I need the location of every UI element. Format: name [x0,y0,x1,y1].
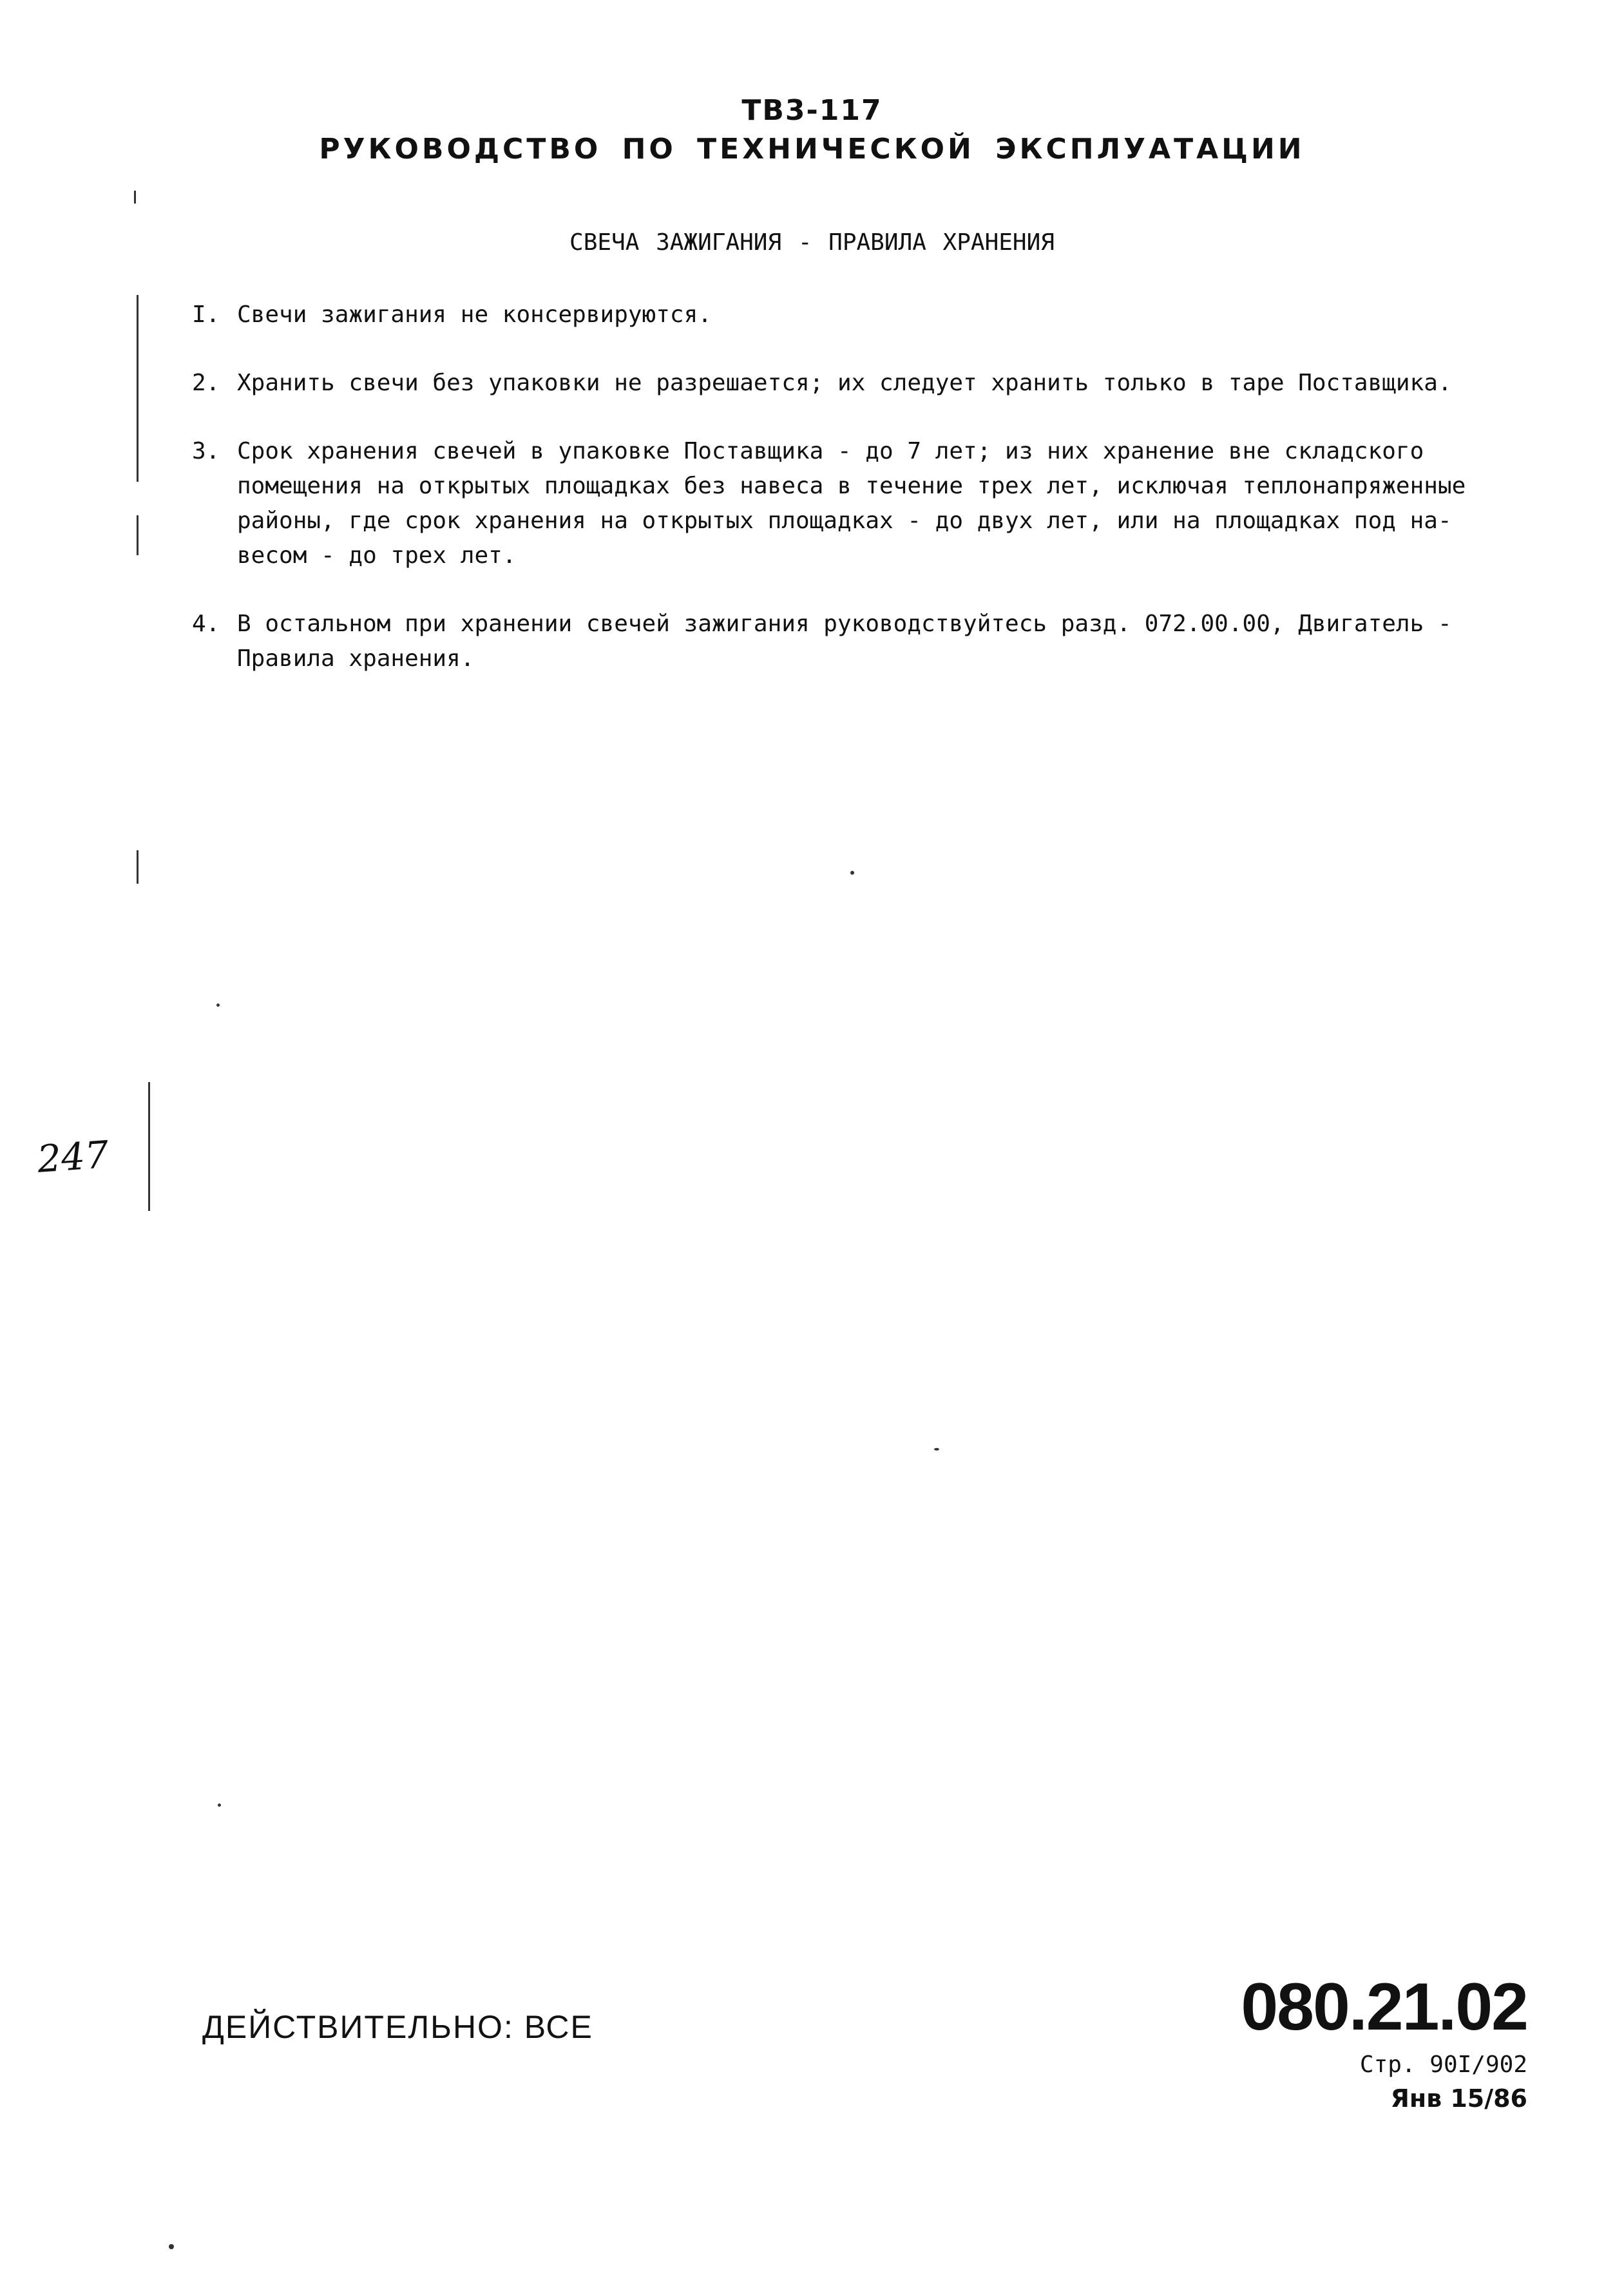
scan-speck [169,2244,174,2249]
manual-title: РУКОВОДСТВО ПО ТЕХНИЧЕСКОЙ ЭКСПЛУАТАЦИИ [319,133,1305,166]
item-number: 3. [192,438,220,464]
document-number: 080.21.02 [1241,1970,1527,2044]
item-text: Срок хранения свечей в упаковке Поставщика - до 7 лет; из них хранение вне складского помещения на открытых площадках без навеса в течение трех лет, исключая теплонапряженные районы, где срок хранения на открытых площадках - до двух лет, или на площадках под на- весом - до трех лет. [237,438,1480,569]
page-reference: Стр. 90I/902 [1359,2051,1527,2078]
list-item [192,366,1519,401]
item-number: I. [192,301,220,328]
scan-speck [850,871,854,875]
engine-code: ТВ3-117 [741,94,883,127]
item-number: 4. [192,611,220,637]
change-bar [137,850,139,884]
storage-rules-list [192,298,1519,710]
scan-speck [934,1448,939,1451]
item-text: Хранить свечи без упаковки не разрешается; их следует хранить только в таре Поставщика. [237,370,1452,396]
revision-date: Янв 15/86 [1390,2084,1527,2113]
section-title: СВЕЧА ЗАЖИГАНИЯ - ПРАВИЛА ХРАНЕНИЯ [569,229,1055,256]
handwritten-page-number: 247 [35,1132,110,1181]
item-text: В остальном при хранении свечей зажигания руководствуйтесь разд. 072.00.00, Двигатель - Правила хранения. [237,611,1466,672]
change-bar [134,191,136,204]
change-bar [137,295,139,482]
scan-speck [218,1803,221,1807]
item-number: 2. [192,370,220,396]
scan-speck [216,1004,220,1007]
footer-block [1241,1971,1527,2115]
list-item [192,607,1519,676]
list-item [192,298,1519,332]
change-bar [148,1082,150,1211]
list-item [192,434,1519,573]
change-bar [137,515,139,555]
item-text: Свечи зажигания не консервируются. [237,301,712,328]
validity-statement: ДЕЙСТВИТЕЛЬНО: ВСЕ [202,2009,593,2045]
